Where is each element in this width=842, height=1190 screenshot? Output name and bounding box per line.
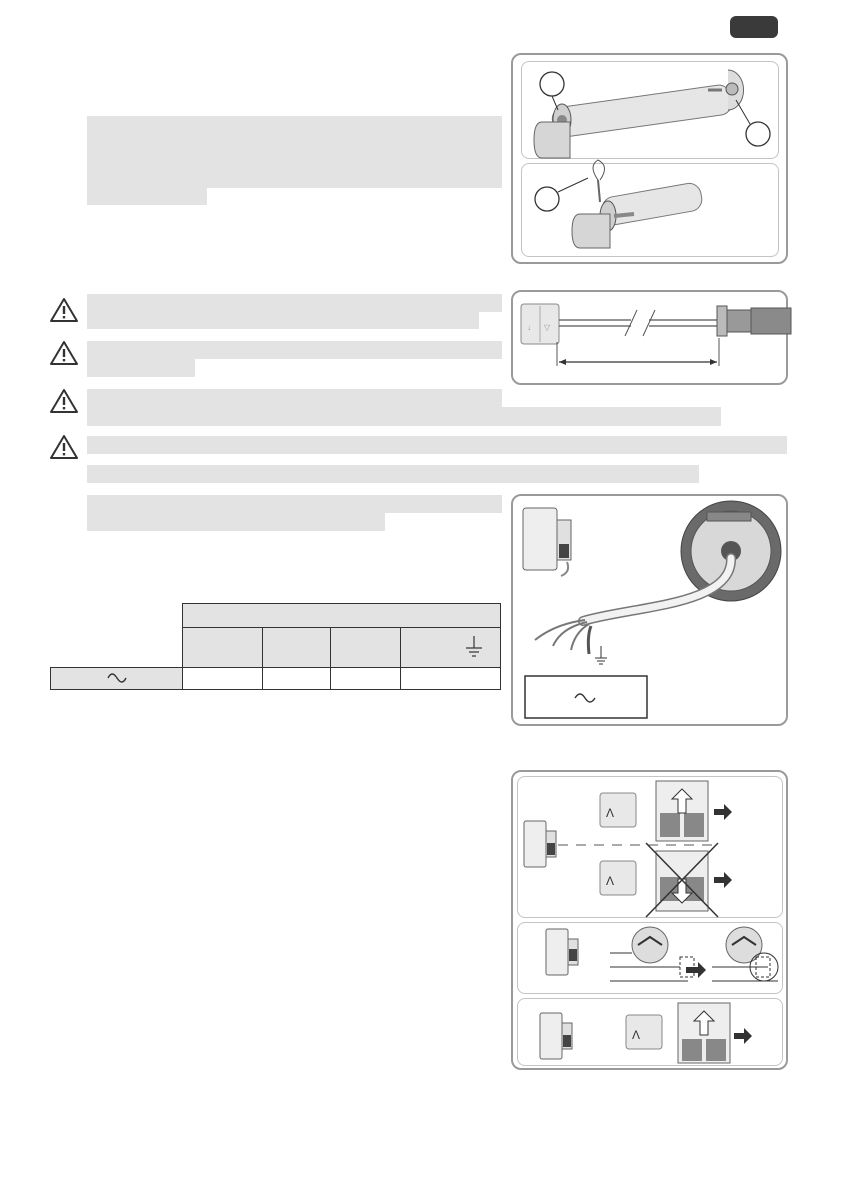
text-block-line [87, 116, 502, 134]
warning-text-line [87, 465, 699, 483]
wiring-table-cell [401, 668, 501, 690]
text-block-line [87, 188, 207, 205]
text-block-line [87, 495, 502, 513]
direction-step-2-illustration [518, 923, 784, 995]
wiring-table-column-header-ground [401, 628, 501, 668]
svg-text:▽: ▽ [544, 323, 551, 332]
warning-text-line [87, 294, 502, 312]
direction-step-3-illustration [518, 999, 784, 1067]
warning-icon [50, 388, 78, 414]
ground-icon [464, 636, 484, 658]
warning-icon [50, 434, 78, 460]
language-badge [730, 16, 778, 38]
warning-text-line [87, 359, 195, 377]
wiring-table-row-label [51, 668, 183, 690]
figure-direction-check [511, 770, 788, 1070]
direction-step-1-illustration [518, 777, 784, 919]
svg-text:Λ: Λ [632, 1028, 641, 1042]
warning-icon [50, 340, 78, 366]
warning-icon [50, 297, 78, 323]
text-block-line [87, 134, 502, 152]
wiring-table-cell [183, 668, 263, 690]
text-block-line [87, 152, 502, 170]
wiring-table-cell [263, 668, 331, 690]
ac-symbol-icon [107, 672, 127, 682]
figure-tube-installation [511, 53, 788, 264]
tube-illustration-b [522, 164, 780, 258]
figure-direction-step-2 [517, 922, 783, 994]
wiring-table-cell [331, 668, 401, 690]
figure-electrical-connection [511, 494, 788, 726]
figure-tube-step-b [521, 163, 779, 257]
figure-tube-step-a [521, 61, 779, 159]
tube-illustration-a [522, 62, 780, 160]
figure-direction-step-1 [517, 776, 783, 918]
text-block-line [87, 170, 502, 188]
svg-text:Λ: Λ [606, 874, 615, 888]
wiring-table-column-header [183, 628, 263, 668]
figure-cable-length [511, 290, 788, 385]
warning-text-line [87, 436, 787, 454]
wiring-table-empty-cell [51, 604, 183, 628]
cable-length-illustration [513, 292, 790, 387]
figure-direction-step-3 [517, 998, 783, 1066]
wiring-table-header [183, 604, 501, 628]
warning-text-line [87, 389, 502, 407]
warning-text-line [87, 312, 479, 329]
svg-text:Λ: Λ [606, 806, 615, 820]
wiring-table-column-header [331, 628, 401, 668]
wiring-table [50, 603, 501, 690]
warning-text-line [87, 407, 721, 426]
electrical-connection-illustration [513, 496, 790, 728]
wiring-table-column-header [263, 628, 331, 668]
svg-text:↓: ↓ [527, 323, 531, 332]
text-block-line [87, 513, 385, 531]
wiring-table-empty-cell [51, 628, 183, 668]
warning-text-line [87, 341, 502, 359]
